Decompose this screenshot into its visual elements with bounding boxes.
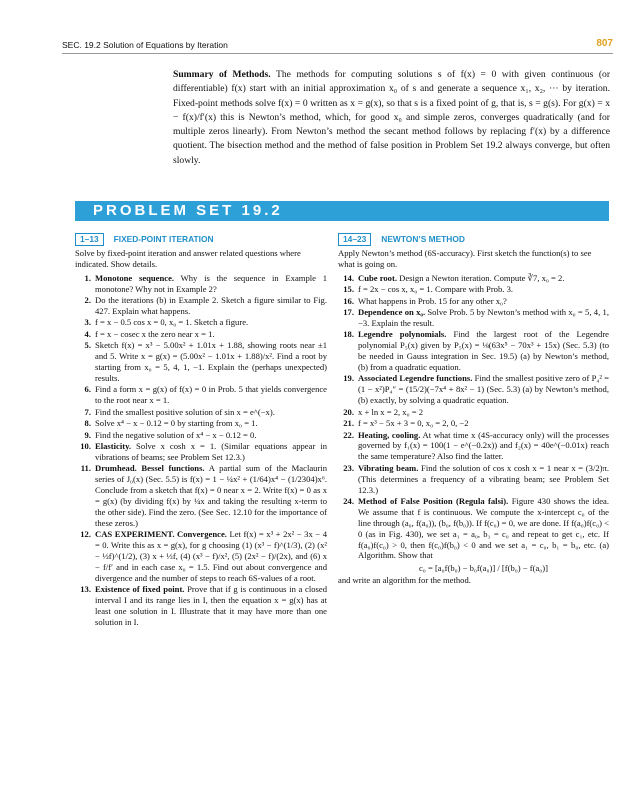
problem-title: Associated Legendre functions. — [358, 373, 473, 384]
problem-number: 10. — [80, 440, 91, 451]
problem-item — [338, 296, 609, 307]
problem-item — [75, 317, 327, 328]
range-label: 14–23 — [338, 233, 371, 246]
problem-number: 18. — [343, 329, 354, 340]
problem-text: Find the smallest positive zero of P₄² = (1 − x²)P₄″ = (15/2)(−7x⁴ + 8x² − 1) (Sec. 5.3) (a) by Newton’s method, (b) exactly, by solving a quadratic equation. — [358, 373, 610, 406]
problem-title: Monotone sequence. — [95, 272, 175, 283]
problem-item — [338, 463, 609, 496]
problem-item — [75, 384, 327, 406]
problem-item — [75, 441, 327, 463]
problem-title: Drumhead. Bessel functions. — [95, 463, 205, 474]
problem-text: Find the largest root of the Legendre polynomial P₅(x) given by P₅(x) = ⅛(63x⁵ − 70x³ + 15x) (Sec. 5.3) (to be needed in Gauss integration in Sec. 19.5) (a) by Newton’s method, (b) from a quadratic equation. — [358, 329, 609, 373]
problem-item — [75, 418, 327, 429]
problem-number: 9. — [84, 429, 91, 440]
problem-text: Figure 430 shows the idea. We assume that f is continuous. We compute the x-intercept c₀ of the line through (a₀, f(a₀)), (b₀, f(b₀)). If f(c₀) = 0, we are done. If f(a₀)f(c₀) < 0 (as in Fig. 430), we set a₁ = a₀, b₁ = c₀ and repeat to get c₁, etc. If f(a₀)f(c₀) > 0, then f(c₀)f(b₀) < 0 and we set a₁ = c₀, b₁ = b₀, etc. (a) Algorithm. Show that — [358, 495, 609, 561]
problem-text: What happens in Prob. 15 for any other x₀? — [358, 295, 507, 306]
problem-title: Existence of fixed point. — [95, 584, 185, 595]
section-intro: Apply Newton’s method (6S-accuracy). First sketch the function(s) to see what is going on. — [338, 248, 592, 269]
problem-item — [75, 529, 327, 584]
problem-item — [75, 584, 327, 628]
problem-text: At what time x (4S-accuracy only) will the processes governed by f₁(x) = 100(1 − e^(−0.2x)) and f₂(x) = 40e^(−0.01x) reach the same temperature? Also find the latter. — [358, 429, 609, 462]
problem-item — [75, 273, 327, 295]
problem-number: 15. — [343, 284, 354, 295]
problem-list-right — [338, 273, 609, 574]
problem-title: Heating, cooling. — [358, 429, 421, 440]
problem-text: Find the solution of cos x cosh x = 1 near x = (3/2)π. (This determines a frequency of a vibrating beam; see Problem Set 12.3.) — [358, 462, 609, 495]
problem-number: 11. — [80, 463, 91, 474]
problem-number: 14. — [343, 272, 354, 283]
problem-text: Find a form x = g(x) of f(x) = 0 in Prob. 5 that yields convergence to the root near x = 1. — [95, 384, 327, 406]
problem-item — [338, 418, 609, 429]
problem-list-left — [75, 273, 327, 628]
problem-text: Do the iterations (b) in Example 2. Sketch a figure similar to Fig. 427. Explain what happens. — [95, 295, 327, 317]
header-rule — [62, 53, 613, 54]
problem-text: Solve Prob. 5 by Newton’s method with x₀ = 5, 4, 1, −3. Explain the result. — [358, 307, 609, 328]
problem-number: 22. — [343, 429, 354, 440]
problem-set-banner — [75, 201, 609, 221]
problem-text: Find the smallest positive solution of sin x = e^(−x). — [95, 406, 275, 417]
problem-text: f = 2x − cos x, x₀ = 1. Compare with Prob. 3. — [358, 284, 514, 295]
range-label: 1–13 — [75, 233, 104, 246]
problem-text: x + ln x = 2, x₀ = 2 — [358, 406, 424, 417]
fixed-point-heading — [75, 232, 327, 246]
problem-number: 19. — [343, 373, 354, 384]
problem-text: Design a Newton iteration. Compute ∛7, x₀ = 2. — [397, 272, 565, 283]
problem-number: 1. — [84, 272, 91, 283]
problem-number: 21. — [343, 418, 354, 429]
problem-text: Solve x⁴ − x − 0.12 = 0 by starting from x₀ = 1. — [95, 418, 258, 429]
problem-item — [338, 407, 609, 418]
problem-text: f = x − 0.5 cos x = 0, x₀ = 1. Sketch a figure. — [95, 317, 249, 328]
newton-heading — [338, 232, 609, 246]
formula-display: c₀ = [a₀f(b₀) − b₀f(a₀)] / [f(b₀) − f(a₀)] — [418, 563, 549, 574]
problem-number: 20. — [343, 406, 354, 417]
problem-item — [75, 463, 327, 528]
problem-number: 7. — [84, 406, 91, 417]
left-column — [75, 232, 327, 628]
problem-text: f = x − cosec x the zero near x = 1. — [95, 328, 215, 339]
problem-number: 5. — [84, 340, 91, 351]
section-heading: FIXED-POINT ITERATION — [113, 233, 214, 244]
problem-text: A partial sum of the Maclaurin series of J₀(x) (Sec. 5.5) is f(x) = 1 − ¼x² + (1/64)x⁴ − (1/2304)x⁶. Conclude from a sketch that f(x) = 0 near x = 2. Write f(x) = 0 as x = g(x) (by dividing f(x) by ¼x and taking the resulting x-term to the other side). Find the zero. (See Sec. 12.10 for the importance of these zeros.) — [95, 463, 327, 528]
running-header — [62, 38, 613, 54]
problem-text: f = x³ − 5x + 3 = 0, x₀ = 2, 0, −2 — [358, 418, 469, 429]
problem-number: 3. — [84, 317, 91, 328]
problem-item — [75, 340, 327, 384]
problem-item — [75, 430, 327, 441]
problem-item — [338, 496, 609, 574]
problem-title: Cube root. — [358, 272, 397, 283]
problem-item — [75, 329, 327, 340]
problem-number: 23. — [343, 462, 354, 473]
problem-item — [338, 430, 609, 463]
problem-text: Find the negative solution of x⁴ − x − 0.12 = 0. — [95, 429, 257, 440]
problem-item — [338, 307, 609, 329]
problem-number: 6. — [84, 384, 91, 395]
problem-title: Vibrating beam. — [358, 462, 419, 473]
problem-item — [338, 284, 609, 295]
problem-text: Solve x cosh x = 1. (Similar equations appear in vibrations of beams; see Problem Set 12.3.) — [95, 440, 327, 462]
problem-number: 8. — [84, 418, 91, 429]
summary-title: Summary of Methods. — [173, 69, 271, 80]
problem-title: CAS EXPERIMENT. Convergence. — [95, 529, 227, 540]
problem-number: 17. — [343, 307, 354, 318]
section-title: SEC. 19.2 Solution of Equations by Iteration — [62, 40, 228, 50]
problem-set-title: PROBLEM SET 19.2 — [93, 202, 283, 219]
problem-number: 16. — [343, 295, 354, 306]
problem-item — [338, 273, 609, 284]
problem-title: Dependence on x₀. — [358, 307, 426, 318]
problem-number: 4. — [84, 328, 91, 339]
summary-paragraph — [173, 68, 610, 168]
closing-line: and write an algorithm for the method. — [338, 574, 471, 585]
problem-text: Prove that if g is continuous in a closed interval I and its range lies in I, then the equation x = g(x) has at least one solution in I. Illustrate that it may have more than one solution in I. — [95, 584, 327, 627]
problem-title: Legendre polynomials. — [358, 329, 447, 340]
problem-text: Why is the sequence in Example 1 monotone? Why not in Example 2? — [95, 272, 327, 294]
problem-text: Let f(x) = x³ + 2x² − 3x − 4 = 0. Write this as x = g(x), for g choosing (1) (x³ − f)^(1/3), (2) (x² − ½f)^(1/2), (3) x + ⅓f, (4) (x³ − f)/x², (5) (2x² − f)/(2x), and (6) x − f/f′ and in each case x₀ = 1.5. Find out about convergence and divergence and the number of steps to reach 6S-values of a root. — [95, 529, 327, 583]
problem-item — [338, 373, 609, 406]
problem-item — [338, 329, 609, 373]
page-number: 807 — [596, 38, 613, 49]
problem-number: 12. — [80, 529, 91, 540]
problem-title: Method of False Position (Regula falsi). — [358, 495, 509, 506]
section-heading: NEWTON’S METHOD — [381, 233, 465, 244]
problem-title: Elasticity. — [95, 440, 132, 451]
problem-number: 2. — [84, 295, 91, 306]
problem-number: 24. — [343, 495, 354, 506]
problem-text: Sketch f(x) = x³ − 5.00x² + 1.01x + 1.88, showing roots near ±1 and 5. Write x = g(x) = (5.00x² − 1.01x + 1.88)/x². Find a root by starting from x₀ = 5, 4, 1, −1. Explain the (perhaps unexpected) results. — [95, 340, 327, 383]
problem-item — [75, 407, 327, 418]
problem-item — [75, 295, 327, 317]
summary-text: The methods for computing solutions s of f(x) = 0 with given continuous (or differentiable) f(x) start with an initial approximation x₀ of s and generate a sequence x₁, x₂, ··· by iteration. Fixed-point methods solve f(x) = 0 written as x = g(x), so that s is a fixed point of g, that is, s = g(s). For g(x) = x − f(x)/f′(x) this is Newton’s method, which, for good x₀ and simple zeros, converges quadratically (and for multiple zeros linearly). From Newton’s method the secant method follows by replacing f′(x) by a difference quotient. The bisection method and the method of false position in Problem Set 19.2 always converge, but often slowly. — [173, 69, 611, 166]
problem-number: 13. — [80, 584, 91, 595]
right-column — [338, 232, 609, 589]
section-intro: Solve by fixed-point iteration and answer related questions where indicated. Show details. — [75, 248, 301, 269]
